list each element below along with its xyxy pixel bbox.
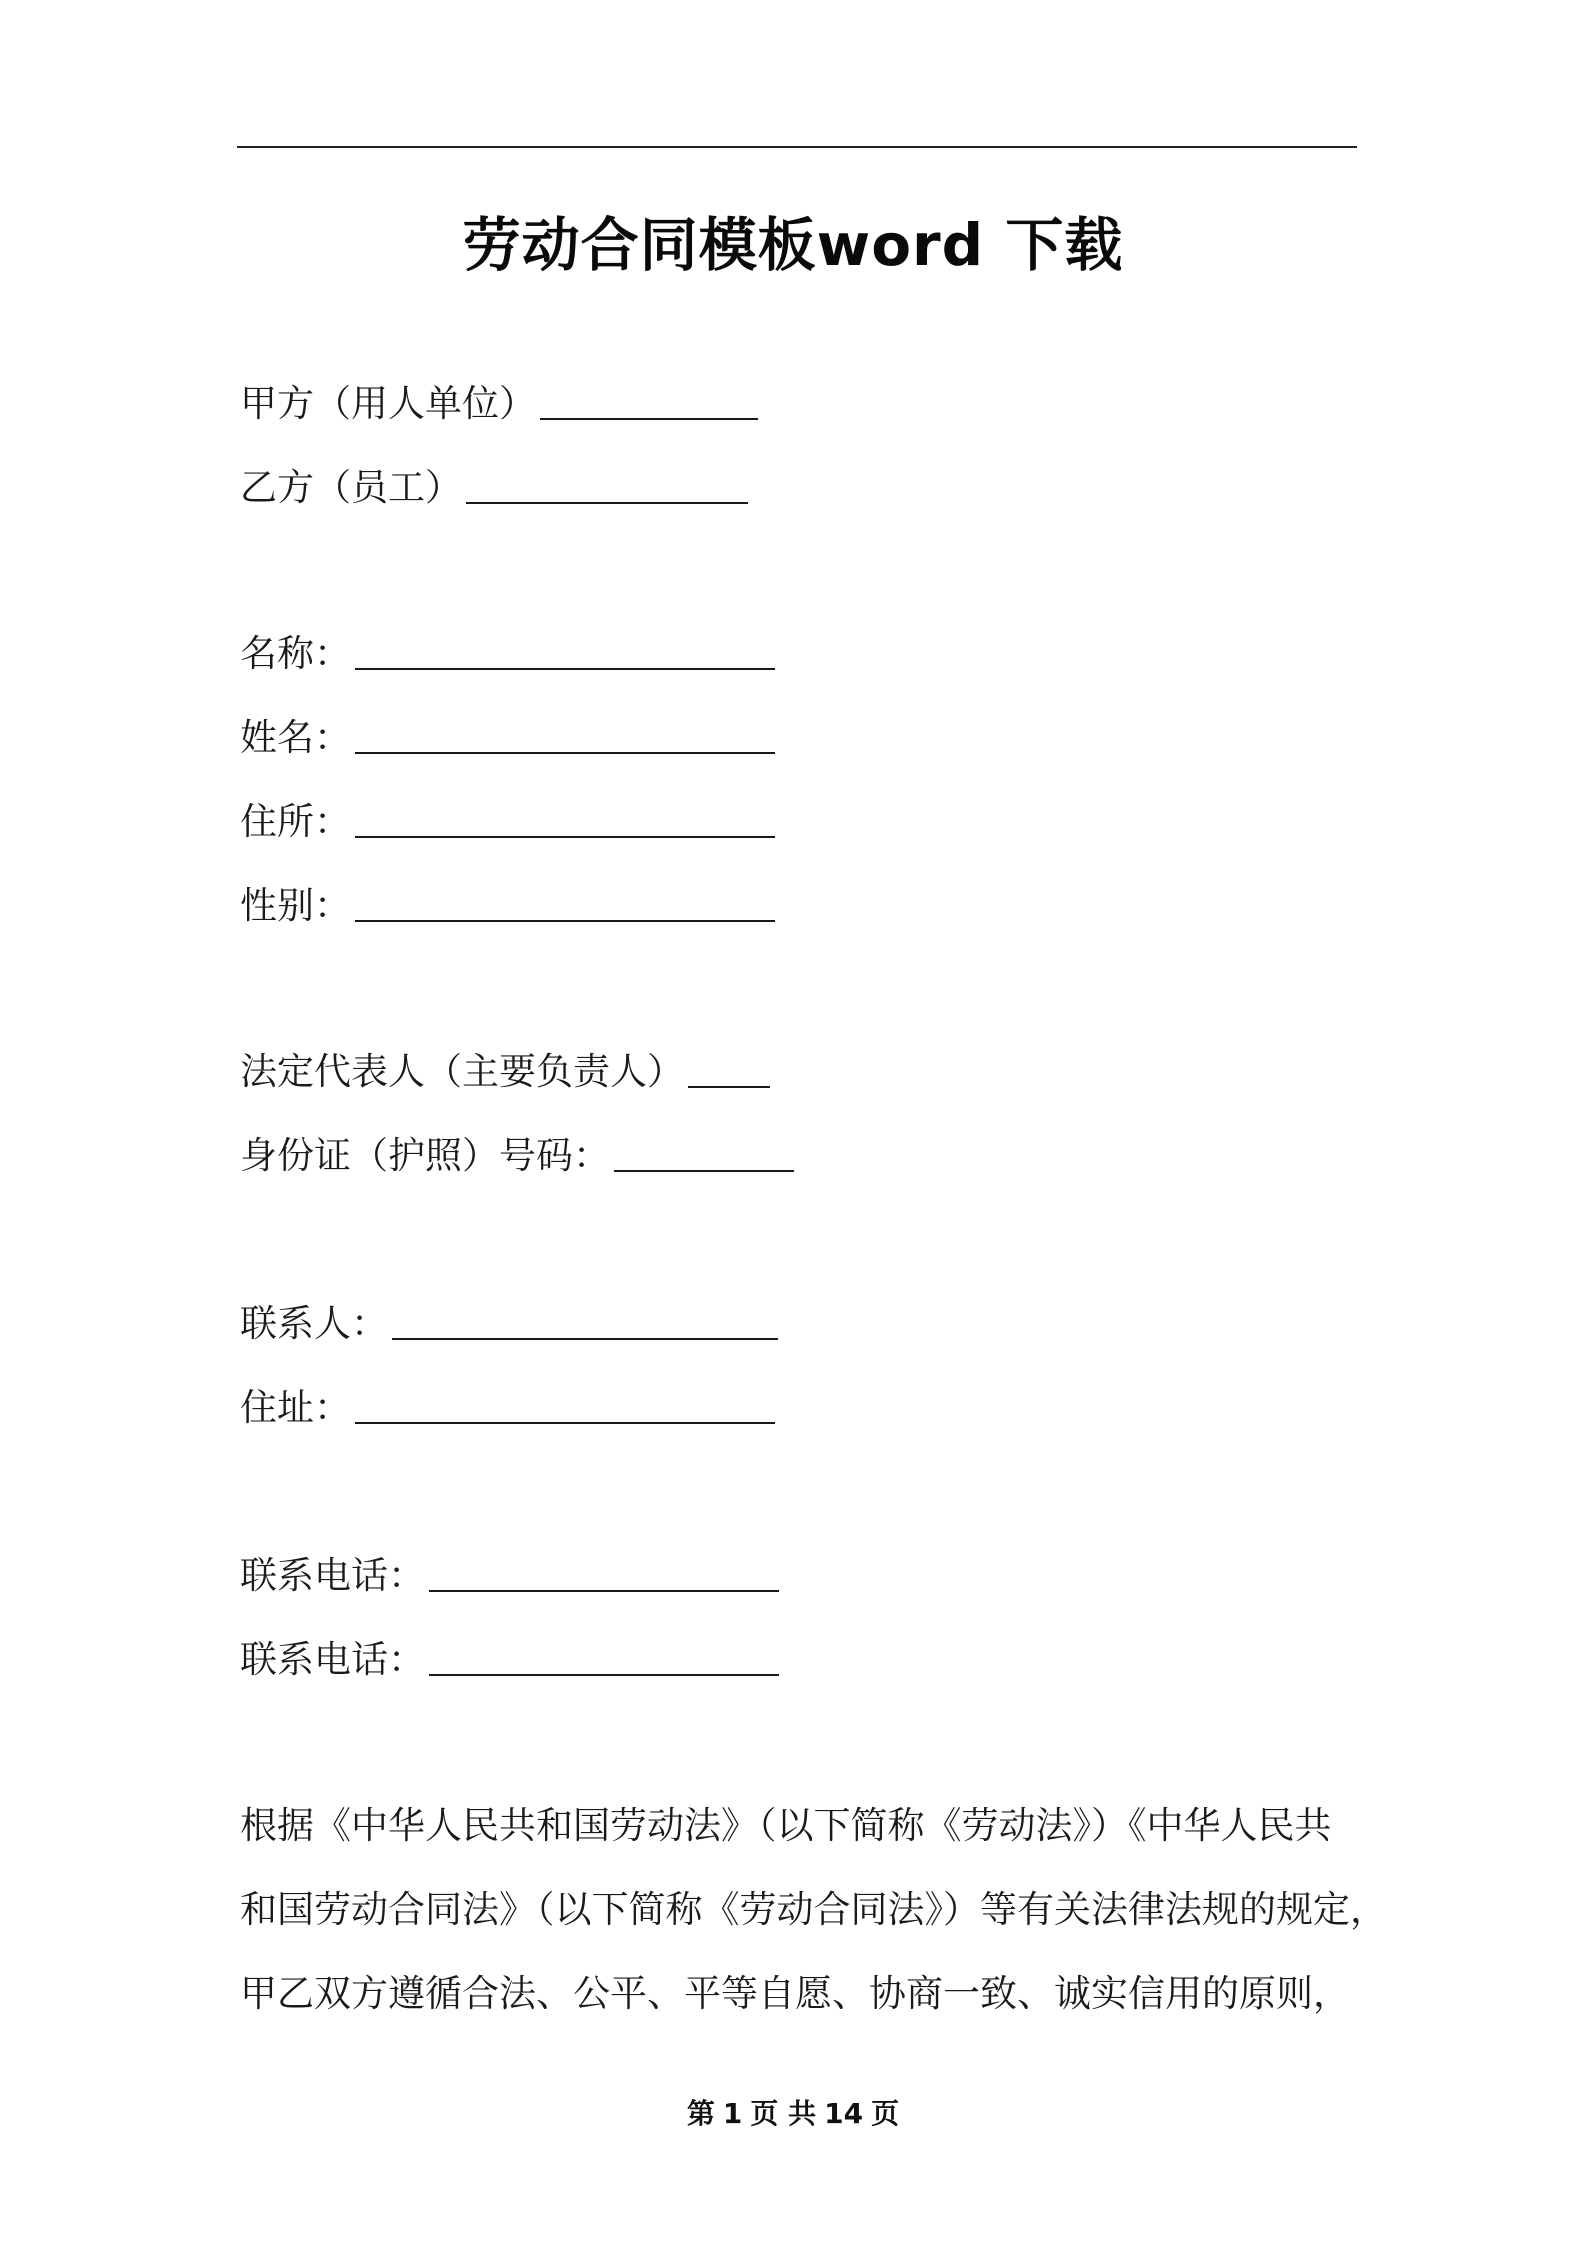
footer-prefix: 第 bbox=[686, 2097, 715, 2130]
gender-field-line bbox=[240, 880, 775, 930]
legal-rep-label: 法定代表人（主要负责人） bbox=[240, 1050, 684, 1093]
residence-field-blank[interactable] bbox=[355, 800, 775, 838]
person-name-field-blank[interactable] bbox=[355, 716, 775, 754]
header-rule bbox=[237, 146, 1357, 148]
address-label: 住址： bbox=[240, 1386, 351, 1429]
phone-blank-2[interactable] bbox=[429, 1638, 779, 1676]
gender-field-label: 性别： bbox=[240, 884, 351, 927]
party-b-line bbox=[240, 462, 748, 512]
party-b-label: 乙方（员工） bbox=[240, 466, 462, 509]
id-number-line bbox=[240, 1130, 794, 1180]
person-name-field-line bbox=[240, 712, 775, 762]
person-name-field-label: 姓名： bbox=[240, 716, 351, 759]
contact-person-label: 联系人： bbox=[240, 1302, 388, 1345]
party-b-blank[interactable] bbox=[466, 466, 748, 504]
party-a-label: 甲方（用人单位） bbox=[240, 382, 536, 425]
id-number-label: 身份证（护照）号码： bbox=[240, 1134, 610, 1177]
party-a-blank[interactable] bbox=[540, 382, 758, 420]
footer-current-page: 1 bbox=[722, 2097, 743, 2130]
name-field-label: 名称： bbox=[240, 632, 351, 675]
contact-person-blank[interactable] bbox=[392, 1302, 778, 1340]
address-line bbox=[240, 1382, 775, 1432]
phone-blank-1[interactable] bbox=[429, 1554, 779, 1592]
id-number-blank[interactable] bbox=[614, 1134, 794, 1172]
document-title: 劳动合同模板word 下载 bbox=[462, 211, 1124, 279]
residence-field-label: 住所： bbox=[240, 800, 351, 843]
gender-field-blank[interactable] bbox=[355, 884, 775, 922]
contact-person-line bbox=[240, 1298, 778, 1348]
phone-label-2: 联系电话： bbox=[240, 1638, 425, 1681]
name-field-line bbox=[240, 628, 775, 678]
body-line-3: 甲乙双方遵循合法、公平、平等自愿、协商一致、诚实信用的原则， bbox=[240, 1972, 1350, 2015]
body-line-2: 和国劳动合同法》（以下简称《劳动合同法》）等有关法律法规的规定， bbox=[240, 1888, 1387, 1931]
legal-rep-blank[interactable] bbox=[688, 1050, 770, 1088]
phone-line-1 bbox=[240, 1550, 779, 1600]
page-footer bbox=[0, 2092, 1586, 2132]
party-a-line bbox=[240, 378, 758, 428]
address-blank[interactable] bbox=[355, 1386, 775, 1424]
legal-rep-line bbox=[240, 1046, 770, 1096]
footer-middle: 页 共 bbox=[750, 2097, 817, 2130]
phone-label-1: 联系电话： bbox=[240, 1554, 425, 1597]
footer-total-pages: 14 bbox=[824, 2097, 864, 2130]
footer-suffix: 页 bbox=[871, 2097, 900, 2130]
residence-field-line bbox=[240, 796, 775, 846]
name-field-blank[interactable] bbox=[355, 632, 775, 670]
body-line-1: 根据《中华人民共和国劳动法》（以下简称《劳动法》）《中华人民共 bbox=[240, 1804, 1332, 1847]
phone-line-2 bbox=[240, 1634, 779, 1684]
